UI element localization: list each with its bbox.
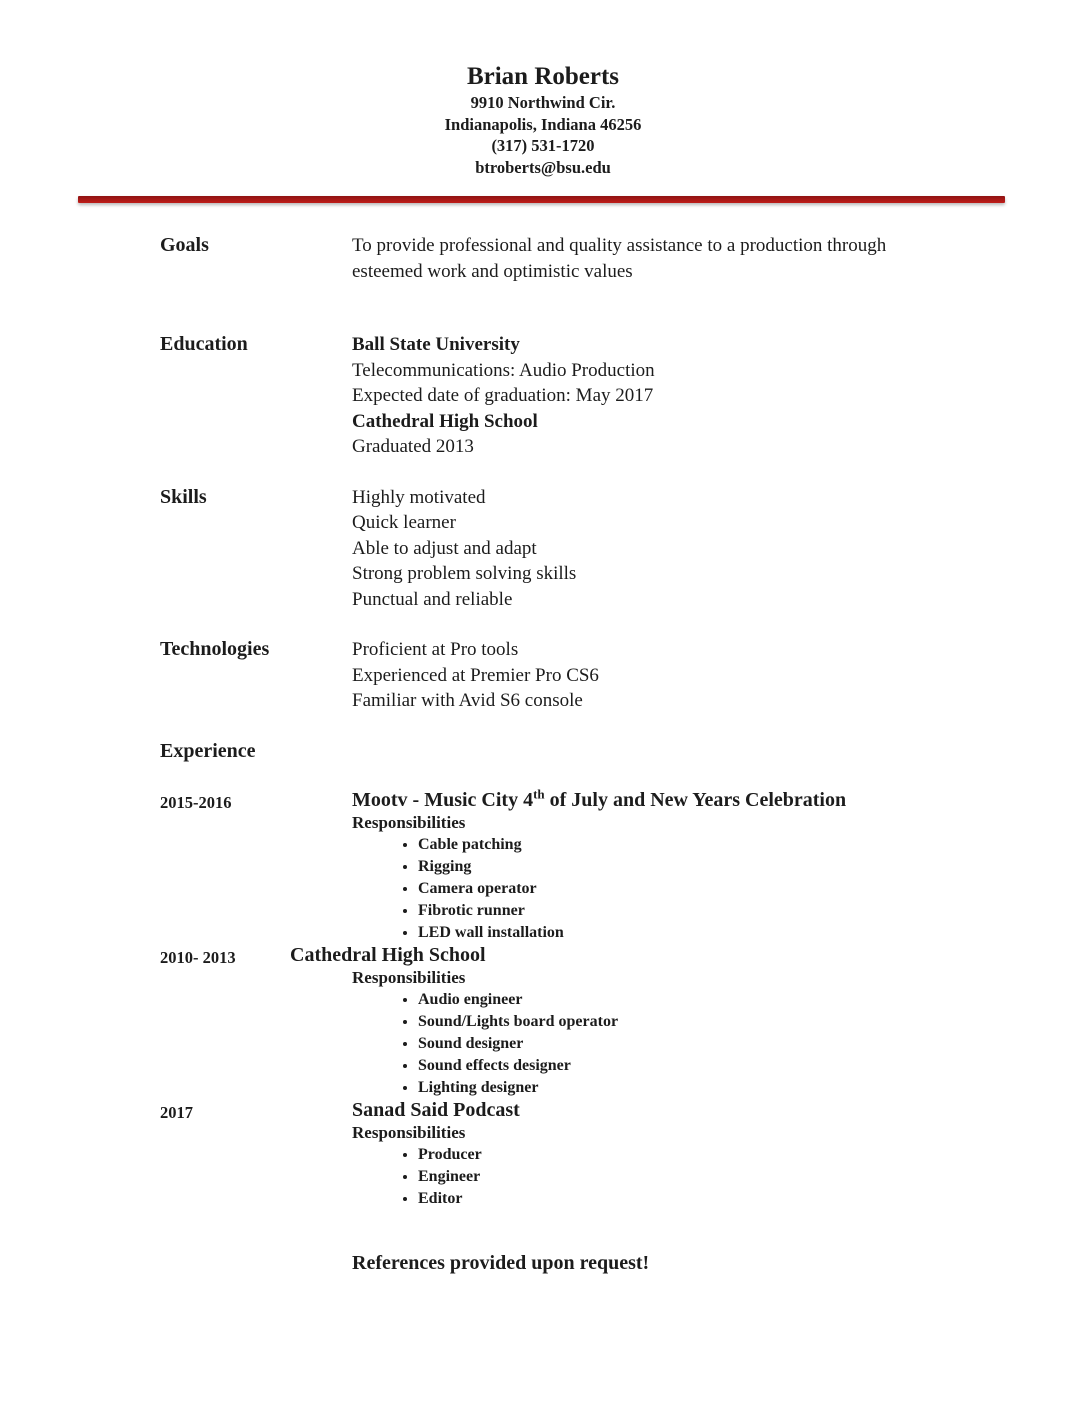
experience-dates: 2015-2016	[160, 792, 232, 812]
skills-lines	[352, 485, 576, 613]
goals-label: Goals	[160, 234, 209, 256]
section-experience	[160, 739, 1026, 764]
responsibility-item: • Engineer	[418, 1166, 1026, 1188]
experience-title-text: of July and New Years Celebration	[544, 788, 847, 811]
technologies-line: Experienced at Premier Pro CS6	[352, 664, 599, 686]
skills-line: Able to adjust and adapt	[352, 537, 537, 559]
skills-line: Quick learner	[352, 512, 456, 533]
education-lines	[352, 332, 655, 460]
skills-line: Punctual and reliable	[352, 588, 513, 610]
responsibility-item: • Audio engineer	[418, 989, 1026, 1011]
experience-entry	[160, 944, 1026, 1099]
experience-title: Sanad Said Podcast	[352, 1098, 520, 1121]
section-education	[160, 332, 1026, 460]
education-line: Ball State University	[352, 334, 520, 355]
experience-entry-body	[290, 943, 1026, 1099]
section-skills	[160, 485, 1026, 613]
address-street: 9910 Northwind Cir.	[470, 93, 616, 112]
responsibility-item: • Sound designer	[418, 1033, 1026, 1055]
references-note: References provided upon request!	[352, 1251, 650, 1274]
responsibility-item: • Fibrotic runner	[418, 900, 1026, 922]
education-line: Cathedral High School	[352, 410, 538, 432]
education-label: Education	[160, 333, 248, 355]
responsibilities-label: Responsibilities	[352, 812, 466, 832]
experience-title-superscript: th	[533, 785, 545, 801]
education-line: Graduated 2013	[352, 436, 474, 457]
section-technologies	[160, 637, 1026, 714]
candidate-name: Brian Roberts	[466, 63, 620, 90]
skills-line: Strong problem solving skills	[352, 563, 577, 584]
goals-text: To provide professional and quality assistance to a production through esteemed work and optimistic values	[352, 235, 887, 282]
responsibility-item: • Sound/Lights board operator	[418, 1011, 1026, 1033]
responsibilities-list	[352, 1144, 1026, 1210]
responsibilities-list	[352, 989, 1026, 1099]
resume-header	[0, 0, 1086, 178]
section-goals	[160, 233, 1026, 284]
experience-title: Cathedral High School	[290, 943, 486, 966]
email-address: btroberts@bsu.edu	[475, 157, 611, 177]
experience-dates: 2010- 2013	[160, 947, 236, 967]
responsibility-item: • Lighting designer	[418, 1077, 1026, 1099]
resume-body	[0, 233, 1086, 1210]
address-city: Indianapolis, Indiana 46256	[444, 114, 642, 134]
skills-label: Skills	[160, 485, 207, 508]
experience-title	[352, 785, 1026, 812]
divider-rule	[78, 196, 1005, 203]
experience-entry	[160, 1099, 1026, 1210]
technologies-label: Technologies	[160, 638, 270, 660]
responsibility-item: • Rigging	[418, 856, 1026, 878]
responsibility-item: • LED wall installation	[418, 922, 1026, 944]
responsibility-item: • Editor	[418, 1188, 1026, 1210]
skills-line: Highly motivated	[352, 486, 486, 508]
technologies-lines	[352, 637, 599, 714]
responsibilities-label: Responsibilities	[352, 967, 466, 987]
responsibility-item: • Sound effects designer	[418, 1055, 1026, 1077]
experience-entry	[160, 785, 1026, 944]
experience-label: Experience	[160, 739, 256, 762]
experience-entry-body	[352, 1099, 1026, 1210]
education-line: Telecommunications: Audio Production	[352, 359, 655, 381]
responsibility-item: • Cable patching	[418, 834, 1026, 856]
responsibility-item: • Producer	[418, 1144, 1026, 1166]
experience-entry-body	[352, 785, 1026, 944]
experience-dates: 2017	[160, 1102, 193, 1122]
education-line: Expected date of graduation: May 2017	[352, 385, 654, 406]
phone-number: (317) 531-1720	[491, 136, 595, 155]
responsibilities-label: Responsibilities	[352, 1122, 466, 1142]
experience-title-text: Mootv - Music City 4	[352, 788, 534, 811]
responsibility-item: • Camera operator	[418, 878, 1026, 900]
technologies-line: Proficient at Pro tools	[352, 639, 519, 660]
responsibilities-list	[352, 834, 1026, 944]
technologies-line: Familiar with Avid S6 console	[352, 690, 583, 711]
